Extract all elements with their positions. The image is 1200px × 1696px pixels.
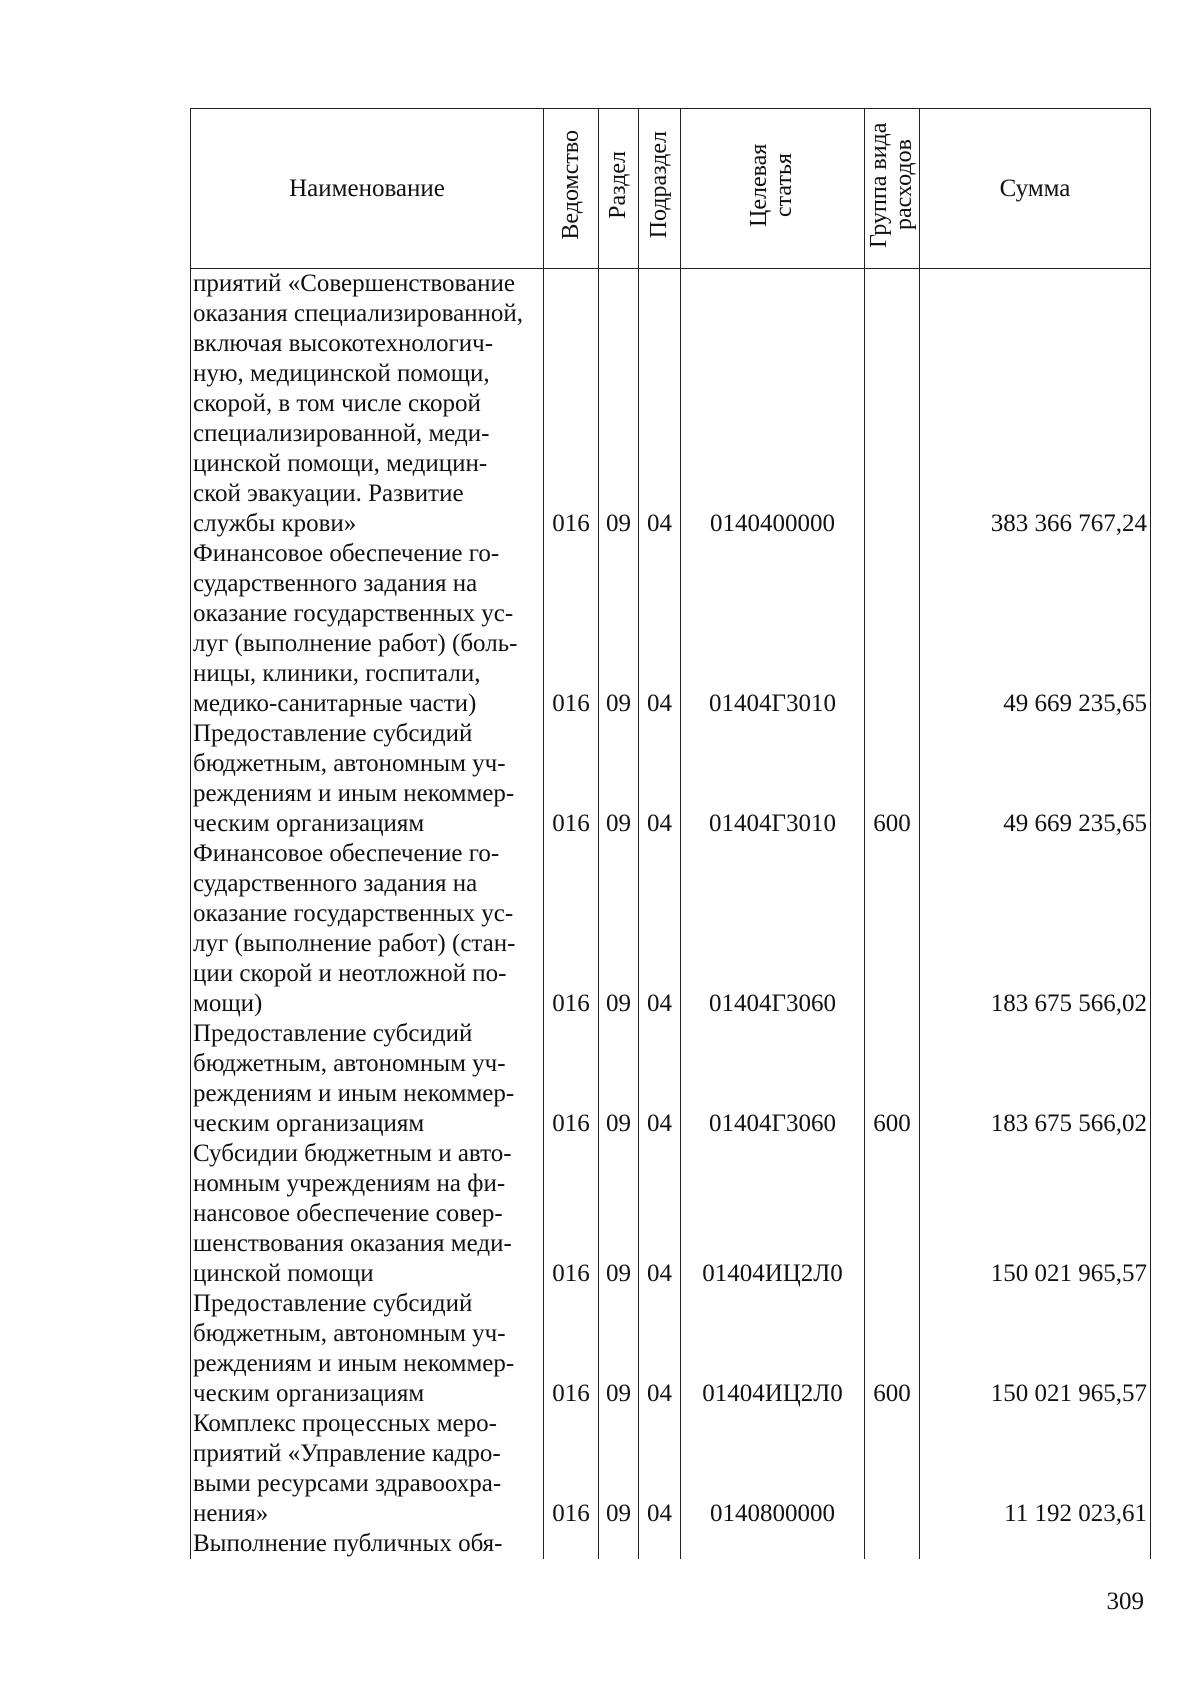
cell-target-article <box>681 1529 865 1559</box>
name-line: ческим организациям <box>193 1380 425 1407</box>
cell-expense-group <box>865 1139 920 1289</box>
cell-name <box>191 1529 544 1559</box>
budget-table <box>190 108 1151 1559</box>
cell-department <box>544 1529 599 1559</box>
cell-section: 09 <box>599 269 639 540</box>
cell-department: 016 <box>544 719 599 839</box>
cell-target-article: 0140800000 <box>681 1409 865 1529</box>
table-body <box>191 269 1151 1560</box>
name-line: Комплекс процессных меро- <box>193 1410 497 1437</box>
name-line: нансовое обеспечение совер- <box>193 1200 503 1227</box>
name-line: реждениям и иным некоммер- <box>193 1350 515 1377</box>
cell-expense-group <box>865 839 920 1019</box>
name-line: приятий «Совершенствование <box>193 270 515 297</box>
cell-amount: 49 669 235,65 <box>920 539 1151 719</box>
table-row <box>191 719 1151 839</box>
name-line: мощи) <box>193 990 263 1017</box>
cell-subsection: 04 <box>639 539 681 719</box>
table-row <box>191 1019 1151 1139</box>
name-line: номным учреждениям на фи- <box>193 1170 506 1197</box>
name-line: включая высокотехнологич- <box>193 330 494 357</box>
cell-amount: 183 675 566,02 <box>920 839 1151 1019</box>
cell-department: 016 <box>544 839 599 1019</box>
name-line: цинской помощи, медицин- <box>193 450 488 477</box>
name-line: оказание государственных ус- <box>193 900 514 927</box>
cell-target-article: 01404ИЦ2Л0 <box>681 1139 865 1289</box>
name-line: ской эвакуации. Развитие <box>193 480 464 507</box>
cell-section: 09 <box>599 539 639 719</box>
name-line: ницы, клиники, госпитали, <box>193 660 481 687</box>
name-line: оказание государственных ус- <box>193 600 514 627</box>
cell-name <box>191 719 544 839</box>
name-line: луг (выполнение работ) (боль- <box>193 630 518 657</box>
name-line: ную, медицинской помощи, <box>193 360 490 387</box>
table-row <box>191 1289 1151 1409</box>
name-line: сударственного задания на <box>193 570 478 597</box>
cell-name <box>191 1019 544 1139</box>
table-row <box>191 1409 1151 1529</box>
cell-amount: 150 021 965,57 <box>920 1139 1151 1289</box>
cell-expense-group <box>865 539 920 719</box>
header-subsection: Подраздел <box>639 109 681 269</box>
name-line: Предоставление субсидий <box>193 720 473 747</box>
cell-section: 09 <box>599 719 639 839</box>
cell-expense-group: 600 <box>865 1019 920 1139</box>
name-line: реждениям и иным некоммер- <box>193 780 515 807</box>
cell-amount: 49 669 235,65 <box>920 719 1151 839</box>
cell-name <box>191 839 544 1019</box>
name-line: Финансовое обеспечение го- <box>193 540 500 567</box>
cell-subsection <box>639 1529 681 1559</box>
cell-expense-group <box>865 1529 920 1559</box>
cell-department: 016 <box>544 539 599 719</box>
table-row <box>191 1529 1151 1559</box>
cell-subsection: 04 <box>639 719 681 839</box>
header-section: Раздел <box>599 109 639 269</box>
name-line: ческим организациям <box>193 1110 425 1137</box>
cell-expense-group: 600 <box>865 1289 920 1409</box>
name-line: Предоставление субсидий <box>193 1290 473 1317</box>
cell-section <box>599 1529 639 1559</box>
name-line: бюджетным, автономным уч- <box>193 750 506 777</box>
cell-target-article: 01404ИЦ2Л0 <box>681 1289 865 1409</box>
cell-target-article: 01404Г3010 <box>681 539 865 719</box>
name-line: сударственного задания на <box>193 870 478 897</box>
cell-section: 09 <box>599 1139 639 1289</box>
table-row <box>191 539 1151 719</box>
cell-section: 09 <box>599 1409 639 1529</box>
cell-name <box>191 1409 544 1529</box>
cell-section: 09 <box>599 839 639 1019</box>
cell-amount: 11 192 023,61 <box>920 1409 1151 1529</box>
cell-amount <box>920 1529 1151 1559</box>
name-line: цинской помощи <box>193 1260 374 1287</box>
table-header-row <box>191 109 1151 269</box>
cell-department: 016 <box>544 1409 599 1529</box>
cell-amount: 150 021 965,57 <box>920 1289 1151 1409</box>
cell-section: 09 <box>599 1289 639 1409</box>
name-line: ции скорой и неотложной по- <box>193 960 507 987</box>
name-line: реждениям и иным некоммер- <box>193 1080 515 1107</box>
table-row <box>191 269 1151 540</box>
cell-subsection: 04 <box>639 1019 681 1139</box>
cell-name <box>191 1139 544 1289</box>
name-line: луг (выполнение работ) (стан- <box>193 930 516 957</box>
name-line: медико-санитарные части) <box>193 690 477 717</box>
name-line: скорой, в том числе скорой <box>193 390 481 417</box>
name-line: ческим организациям <box>193 810 425 837</box>
table-row <box>191 839 1151 1019</box>
header-target-article: Целевая статья <box>681 109 865 269</box>
name-line: приятий «Управление кадро- <box>193 1440 501 1467</box>
name-line: шенствования оказания меди- <box>193 1230 512 1257</box>
name-line: Предоставление субсидий <box>193 1020 473 1047</box>
name-line: нения» <box>193 1500 269 1527</box>
name-line: специализированной, меди- <box>193 420 490 447</box>
cell-section: 09 <box>599 1019 639 1139</box>
name-line: Субсидии бюджетным и авто- <box>193 1140 512 1167</box>
cell-target-article: 01404Г3060 <box>681 1019 865 1139</box>
cell-name <box>191 539 544 719</box>
cell-target-article: 01404Г3060 <box>681 839 865 1019</box>
cell-department: 016 <box>544 1019 599 1139</box>
cell-department: 016 <box>544 269 599 540</box>
cell-target-article: 0140400000 <box>681 269 865 540</box>
cell-target-article: 01404Г3010 <box>681 719 865 839</box>
header-name: Наименование <box>191 109 544 269</box>
page-number: 309 <box>1106 1588 1144 1615</box>
cell-subsection: 04 <box>639 1139 681 1289</box>
cell-amount: 383 366 767,24 <box>920 269 1151 540</box>
cell-expense-group <box>865 1409 920 1529</box>
name-line: Выполнение публичных обя- <box>193 1530 503 1557</box>
name-line: службы крови» <box>193 510 357 537</box>
table-row <box>191 1139 1151 1289</box>
cell-subsection: 04 <box>639 839 681 1019</box>
cell-name <box>191 269 544 540</box>
name-line: оказания специализированной, <box>193 300 524 327</box>
name-line: бюджетным, автономным уч- <box>193 1320 506 1347</box>
cell-expense-group <box>865 269 920 540</box>
header-department: Ведомство <box>544 109 599 269</box>
header-amount: Сумма <box>920 109 1151 269</box>
cell-subsection: 04 <box>639 1289 681 1409</box>
cell-subsection: 04 <box>639 1409 681 1529</box>
name-line: выми ресурсами здравоохра- <box>193 1470 502 1497</box>
name-line: бюджетным, автономным уч- <box>193 1050 506 1077</box>
cell-department: 016 <box>544 1139 599 1289</box>
name-line: Финансовое обеспечение го- <box>193 840 500 867</box>
cell-amount: 183 675 566,02 <box>920 1019 1151 1139</box>
header-expense-group: Группа вида расходов <box>865 109 920 269</box>
cell-expense-group: 600 <box>865 719 920 839</box>
cell-subsection: 04 <box>639 269 681 540</box>
cell-name <box>191 1289 544 1409</box>
cell-department: 016 <box>544 1289 599 1409</box>
